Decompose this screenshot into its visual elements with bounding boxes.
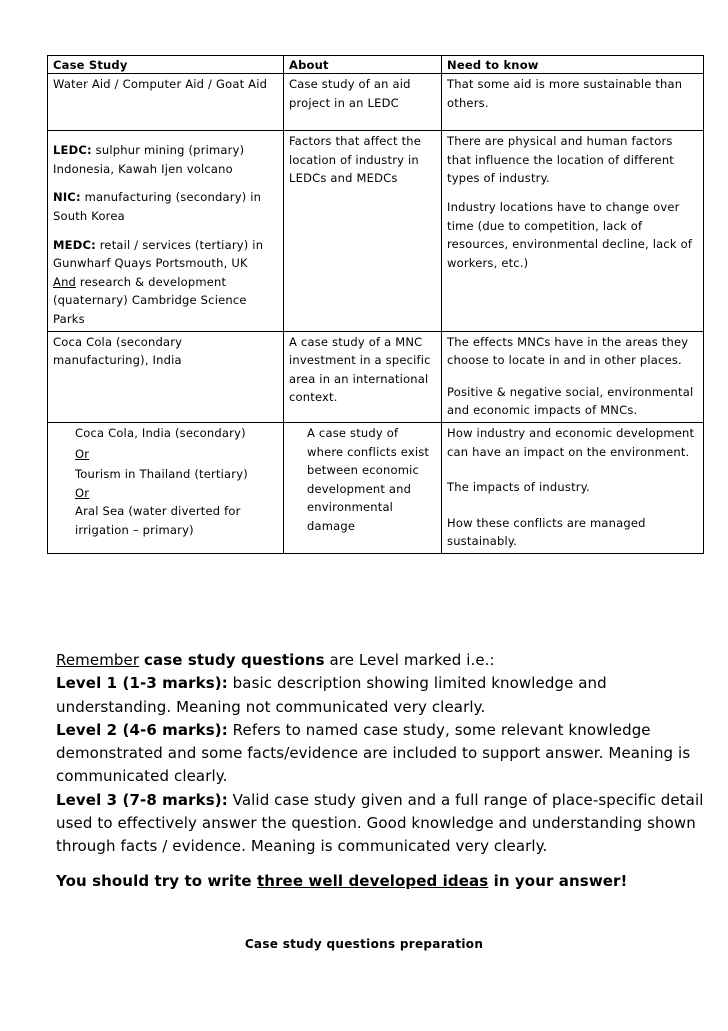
row1-need-text: That some aid is more sustainable than others. <box>447 77 683 110</box>
level-1-label: Level 1 (1-3 marks): <box>56 674 228 693</box>
row4-case-study <box>48 422 284 553</box>
row3-case-study: Coca Cola (secondary manufacturing), India <box>48 331 284 422</box>
option-coca-cola: Coca Cola, India (secondary) <box>75 425 246 440</box>
header-case-study: Case Study <box>48 56 284 74</box>
row4-need <box>442 422 704 553</box>
row2-need <box>442 131 704 331</box>
table-row <box>48 422 704 553</box>
final-b: in your answer! <box>488 871 628 890</box>
row1-case-study: Water Aid / Computer Aid / Goat Aid <box>48 74 284 131</box>
nic-label: NIC: <box>53 190 81 205</box>
header-need-to-know: Need to know <box>442 56 704 74</box>
or-1: Or <box>75 446 90 461</box>
row3-need-1: The effects MNCs have in the areas they choose to locate in and in other places. <box>447 334 689 368</box>
table-row <box>48 331 704 422</box>
level-3-text: Valid case study given and a full range of place-specific detail used to effectively answer the question. Good knowledge and understanding shown through facts / evidence. Meaning is communicated very clearly. <box>56 790 704 856</box>
table-header-row <box>48 56 704 74</box>
header-about: About <box>284 56 442 74</box>
nic-text: manufacturing (secondary) in South Korea <box>53 190 262 223</box>
option-aral-sea: Aral Sea (water diverted for irrigation – primary) <box>75 504 241 537</box>
row2-about: Factors that affect the location of industry in LEDCs and MEDCs <box>284 131 442 331</box>
final-advice <box>56 870 716 893</box>
intro-rest: are Level marked i.e.: <box>324 651 495 669</box>
option-tourism: Tourism in Thailand (tertiary) <box>75 467 248 482</box>
case-study-table <box>47 55 704 554</box>
medc-text: retail / services (tertiary) in Gunwharf Quays Portsmouth, UK <box>53 237 264 271</box>
table-row <box>48 131 704 331</box>
marking-notes <box>56 649 716 893</box>
medc-entry <box>53 236 279 329</box>
ledc-label: LEDC: <box>53 143 92 158</box>
row4-about: A case study of where conflicts exist between economic development and environmental damage <box>284 422 442 553</box>
level-2-text: Refers to named case study, some relevant knowledge demonstrated and some facts/evidence are included to support answer. Meaning is communicated clearly. <box>56 720 691 786</box>
notes-intro <box>56 649 716 672</box>
row3-need-2: Positive & negative social, environmental and economic impacts of MNCs. <box>447 384 694 418</box>
row4-need-2: The impacts of industry. <box>447 480 590 495</box>
remember-word: Remember <box>56 651 140 669</box>
level-2 <box>56 719 716 789</box>
nic-entry <box>53 188 279 225</box>
row2-need-1: There are physical and human factors that influence the location of different types of industry. <box>447 134 675 186</box>
final-a: You should try to write <box>56 871 258 890</box>
level-3 <box>56 789 716 859</box>
level-2-label: Level 2 (4-6 marks): <box>56 720 228 739</box>
row1-need <box>442 74 704 131</box>
ledc-entry <box>53 141 279 178</box>
row2-need-2: Industry locations have to change over time (due to competition, lack of resources, environmental decline, lack of workers, etc.) <box>447 199 693 270</box>
table-row <box>48 74 704 131</box>
row1-about: Case study of an aid project in an LEDC <box>284 74 442 131</box>
and-text: research & development (quaternary) Cambridge Science Parks <box>53 274 247 326</box>
row3-about: A case study of a MNC investment in a specific area in an international context. <box>284 331 442 422</box>
medc-label: MEDC: <box>53 237 96 252</box>
footer-text: Case study questions preparation <box>244 937 484 951</box>
level-1 <box>56 672 716 719</box>
or-2: Or <box>75 485 90 500</box>
page-footer <box>0 937 728 951</box>
ledc-text: sulphur mining (primary) Indonesia, Kawah Ijen volcano <box>53 143 245 176</box>
level-3-label: Level 3 (7-8 marks): <box>56 790 228 809</box>
row3-need <box>442 331 704 422</box>
row4-need-1: How industry and economic development can have an impact on the environment. <box>447 425 695 459</box>
row4-need-3: How these conflicts are managed sustainably. <box>447 515 646 549</box>
row2-case-study <box>48 131 284 331</box>
level-1-text: basic description showing limited knowledge and understanding. Meaning not communicated very clearly. <box>56 674 607 716</box>
final-underlined: three well developed ideas <box>257 871 489 890</box>
and-word: And <box>53 274 77 289</box>
csq-bold: case study questions <box>144 651 325 669</box>
